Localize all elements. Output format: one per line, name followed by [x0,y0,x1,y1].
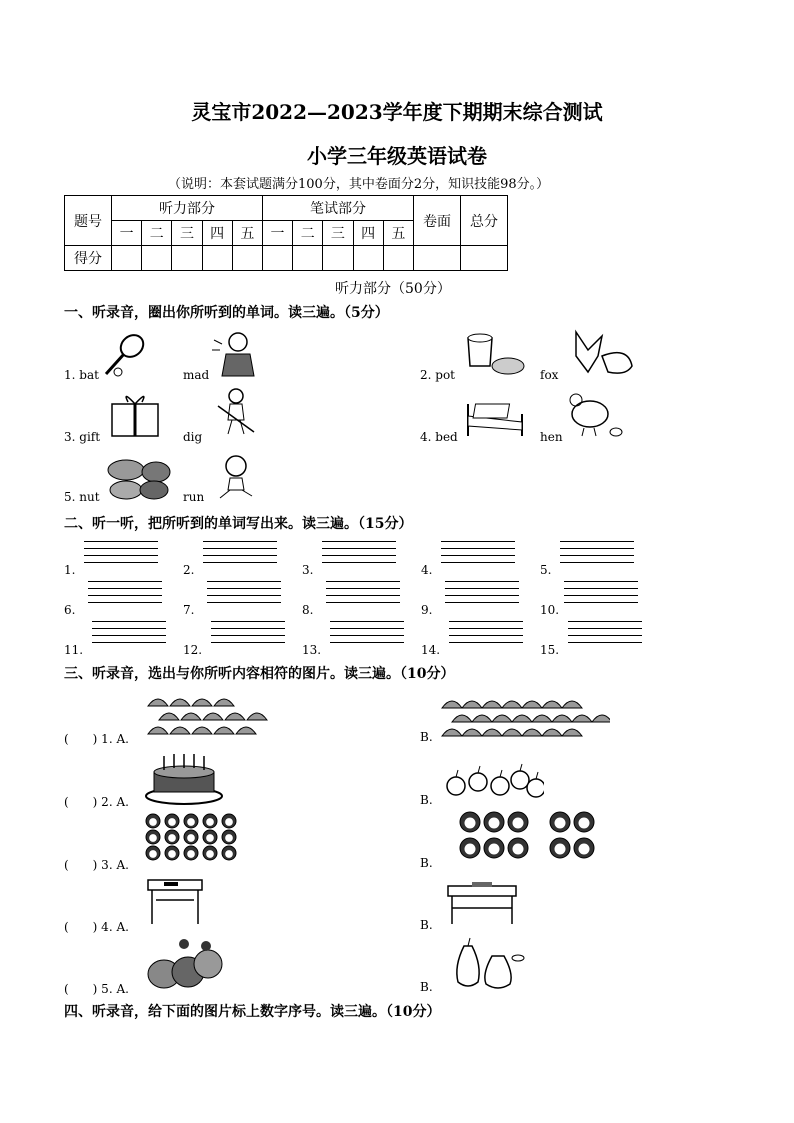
apple-icon [447,777,465,795]
writing-lines[interactable] [92,621,166,649]
table-total-header: 总分 [461,196,508,246]
racket-icon [100,330,150,380]
angry-man-icon [208,330,260,378]
score-cell[interactable] [202,246,232,271]
mushroom-icon [462,729,482,736]
writing-lines[interactable] [322,541,396,569]
score-cell[interactable] [414,246,461,271]
answer-bracket[interactable]: ( ) 4. A. [64,920,129,934]
exam-subtitle: 小学三年级英语试卷 [307,144,487,168]
pears-icon [444,936,528,992]
mushroom-icon [542,729,562,736]
blank-number: 3. [302,563,314,577]
monkeys-b-icon [458,810,598,866]
writing-lines[interactable] [441,541,515,569]
desk-icon [144,872,208,928]
word-option[interactable]: 1. bat [64,368,99,382]
mushroom-icon [472,715,492,722]
score-cell[interactable] [383,246,413,271]
apple-icon [491,777,509,795]
option-b-label: B. [420,856,433,870]
blank-number: 15. [540,643,560,657]
mushroom-icon [247,713,267,720]
mushroom-icon [442,701,462,708]
table-neatness-header: 卷面 [414,196,461,246]
bed-icon [462,390,528,440]
score-cell[interactable] [142,246,172,271]
word-option[interactable]: 2. pot [420,368,455,382]
table-num: 五 [383,221,413,246]
table-icon [444,878,520,928]
table-num: 三 [323,221,353,246]
table-num: 五 [232,221,262,246]
mushroom-icon [170,727,190,734]
table-num: 一 [112,221,142,246]
writing-lines[interactable] [203,541,277,569]
blank-number: 10. [540,603,560,617]
fox-icon [568,326,640,378]
score-cell[interactable] [172,246,202,271]
blank-number: 9. [421,603,433,617]
mushroom-icon [214,727,234,734]
score-cell[interactable] [293,246,323,271]
word-option[interactable]: 5. nut [64,490,100,504]
pot-icon [460,328,530,378]
word-option[interactable]: dig [183,430,203,444]
writing-lines[interactable] [560,541,634,569]
table-num: 二 [293,221,323,246]
watermelons-icon [144,936,224,992]
option-b-label: B. [420,730,433,744]
mushroom-icon [442,729,462,736]
writing-lines[interactable] [84,541,158,569]
mushroom-icon [159,713,179,720]
writing-lines[interactable] [449,621,523,649]
hen-icon [566,388,626,440]
mushroom-icon [192,727,212,734]
monkeys-a-icon [144,812,240,864]
mushrooms-a-icon [146,690,276,740]
section3-heading: 三、听录音，选出与你所听内容相符的图片。读三遍。（10分） [64,666,455,682]
mushroom-icon [562,701,582,708]
writing-lines[interactable] [88,581,162,609]
table-label-score: 得分 [65,246,112,271]
table-num: 四 [202,221,232,246]
mushroom-icon [214,699,234,706]
blank-number: 6. [64,603,76,617]
writing-lines[interactable] [326,581,400,609]
mushroom-icon [225,713,245,720]
table-num: 二 [142,221,172,246]
mushroom-icon [462,701,482,708]
word-option[interactable]: 4. bed [420,430,458,444]
table-label-number: 题号 [65,196,112,246]
word-option[interactable]: hen [540,430,563,444]
exam-title: 灵宝市2022—2023学年度下期期末综合测试 [191,100,603,124]
score-cell[interactable] [353,246,383,271]
apples-icon [444,756,544,802]
word-option[interactable]: 3. gift [64,430,101,444]
apple-icon [511,771,529,789]
mushroom-icon [170,699,190,706]
option-b-label: B. [420,980,433,994]
nuts-icon [104,456,174,502]
section2-heading: 二、听一听，把所听到的单词写出来。读三遍。（15分） [64,516,413,532]
mushroom-icon [148,727,168,734]
option-b-label: B. [420,793,433,807]
mushroom-icon [502,701,522,708]
exam-instructions: （说明：本套试题满分100分，其中卷面分2分，知识技能98分。） [168,177,550,192]
answer-bracket[interactable]: ( ) 3. A. [64,858,129,872]
answer-bracket[interactable]: ( ) 2. A. [64,795,129,809]
table-written-header: 笔试部分 [262,196,413,221]
section1-heading: 一、听录音，圈出你所听到的单词。读三遍。（5分） [64,305,389,321]
section4-heading: 四、听录音，给下面的图片标上数字序号。读三遍。（10分） [64,1004,441,1020]
mushroom-icon [522,729,542,736]
mushroom-icon [532,715,552,722]
score-cell[interactable] [112,246,142,271]
score-cell[interactable] [262,246,292,271]
mushroom-icon [562,729,582,736]
table-num: 三 [172,221,202,246]
blank-number: 5. [540,563,552,577]
writing-lines[interactable] [207,581,281,609]
mushroom-icon [181,713,201,720]
blank-number: 7. [183,603,195,617]
listening-header: 听力部分（50分） [335,281,451,297]
apple-icon [527,779,544,797]
mushroom-icon [482,729,502,736]
blank-number: 1. [64,563,76,577]
answer-bracket[interactable]: ( ) 1. A. [64,732,129,746]
running-boy-icon [210,452,260,502]
writing-lines[interactable] [568,621,642,649]
writing-lines[interactable] [330,621,404,649]
mushrooms-b-icon [440,692,610,740]
mushroom-icon [452,715,472,722]
mushroom-icon [572,715,592,722]
score-cell[interactable] [323,246,353,271]
option-b-label: B. [420,918,433,932]
apple-icon [469,773,487,791]
mushroom-icon [492,715,512,722]
mushroom-icon [522,701,542,708]
score-table [64,195,508,271]
gift-icon [108,390,162,440]
mushroom-icon [512,715,532,722]
digging-boy-icon [210,386,262,438]
blank-number: 12. [183,643,203,657]
writing-lines[interactable] [564,581,638,609]
blank-number: 11. [64,643,84,657]
writing-lines[interactable] [211,621,285,649]
blank-number: 8. [302,603,314,617]
mushroom-icon [592,715,610,722]
blank-number: 13. [302,643,322,657]
blank-number: 2. [183,563,195,577]
mushroom-icon [542,701,562,708]
table-listening-header: 听力部分 [112,196,263,221]
mushroom-icon [148,699,168,706]
score-cell[interactable] [232,246,262,271]
score-cell[interactable] [461,246,508,271]
blank-number: 14. [421,643,441,657]
mushroom-icon [236,727,256,734]
mushroom-icon [502,729,522,736]
word-option[interactable]: run [183,490,205,504]
table-num: 一 [262,221,292,246]
mushroom-icon [203,713,223,720]
mushroom-icon [552,715,572,722]
birthday-cake-icon [144,750,224,806]
answer-bracket[interactable]: ( ) 5. A. [64,982,129,996]
word-option[interactable]: fox [540,368,559,382]
mushroom-icon [482,701,502,708]
writing-lines[interactable] [445,581,519,609]
blank-number: 4. [421,563,433,577]
mushroom-icon [192,699,212,706]
word-option[interactable]: mad [183,368,210,382]
table-num: 四 [353,221,383,246]
